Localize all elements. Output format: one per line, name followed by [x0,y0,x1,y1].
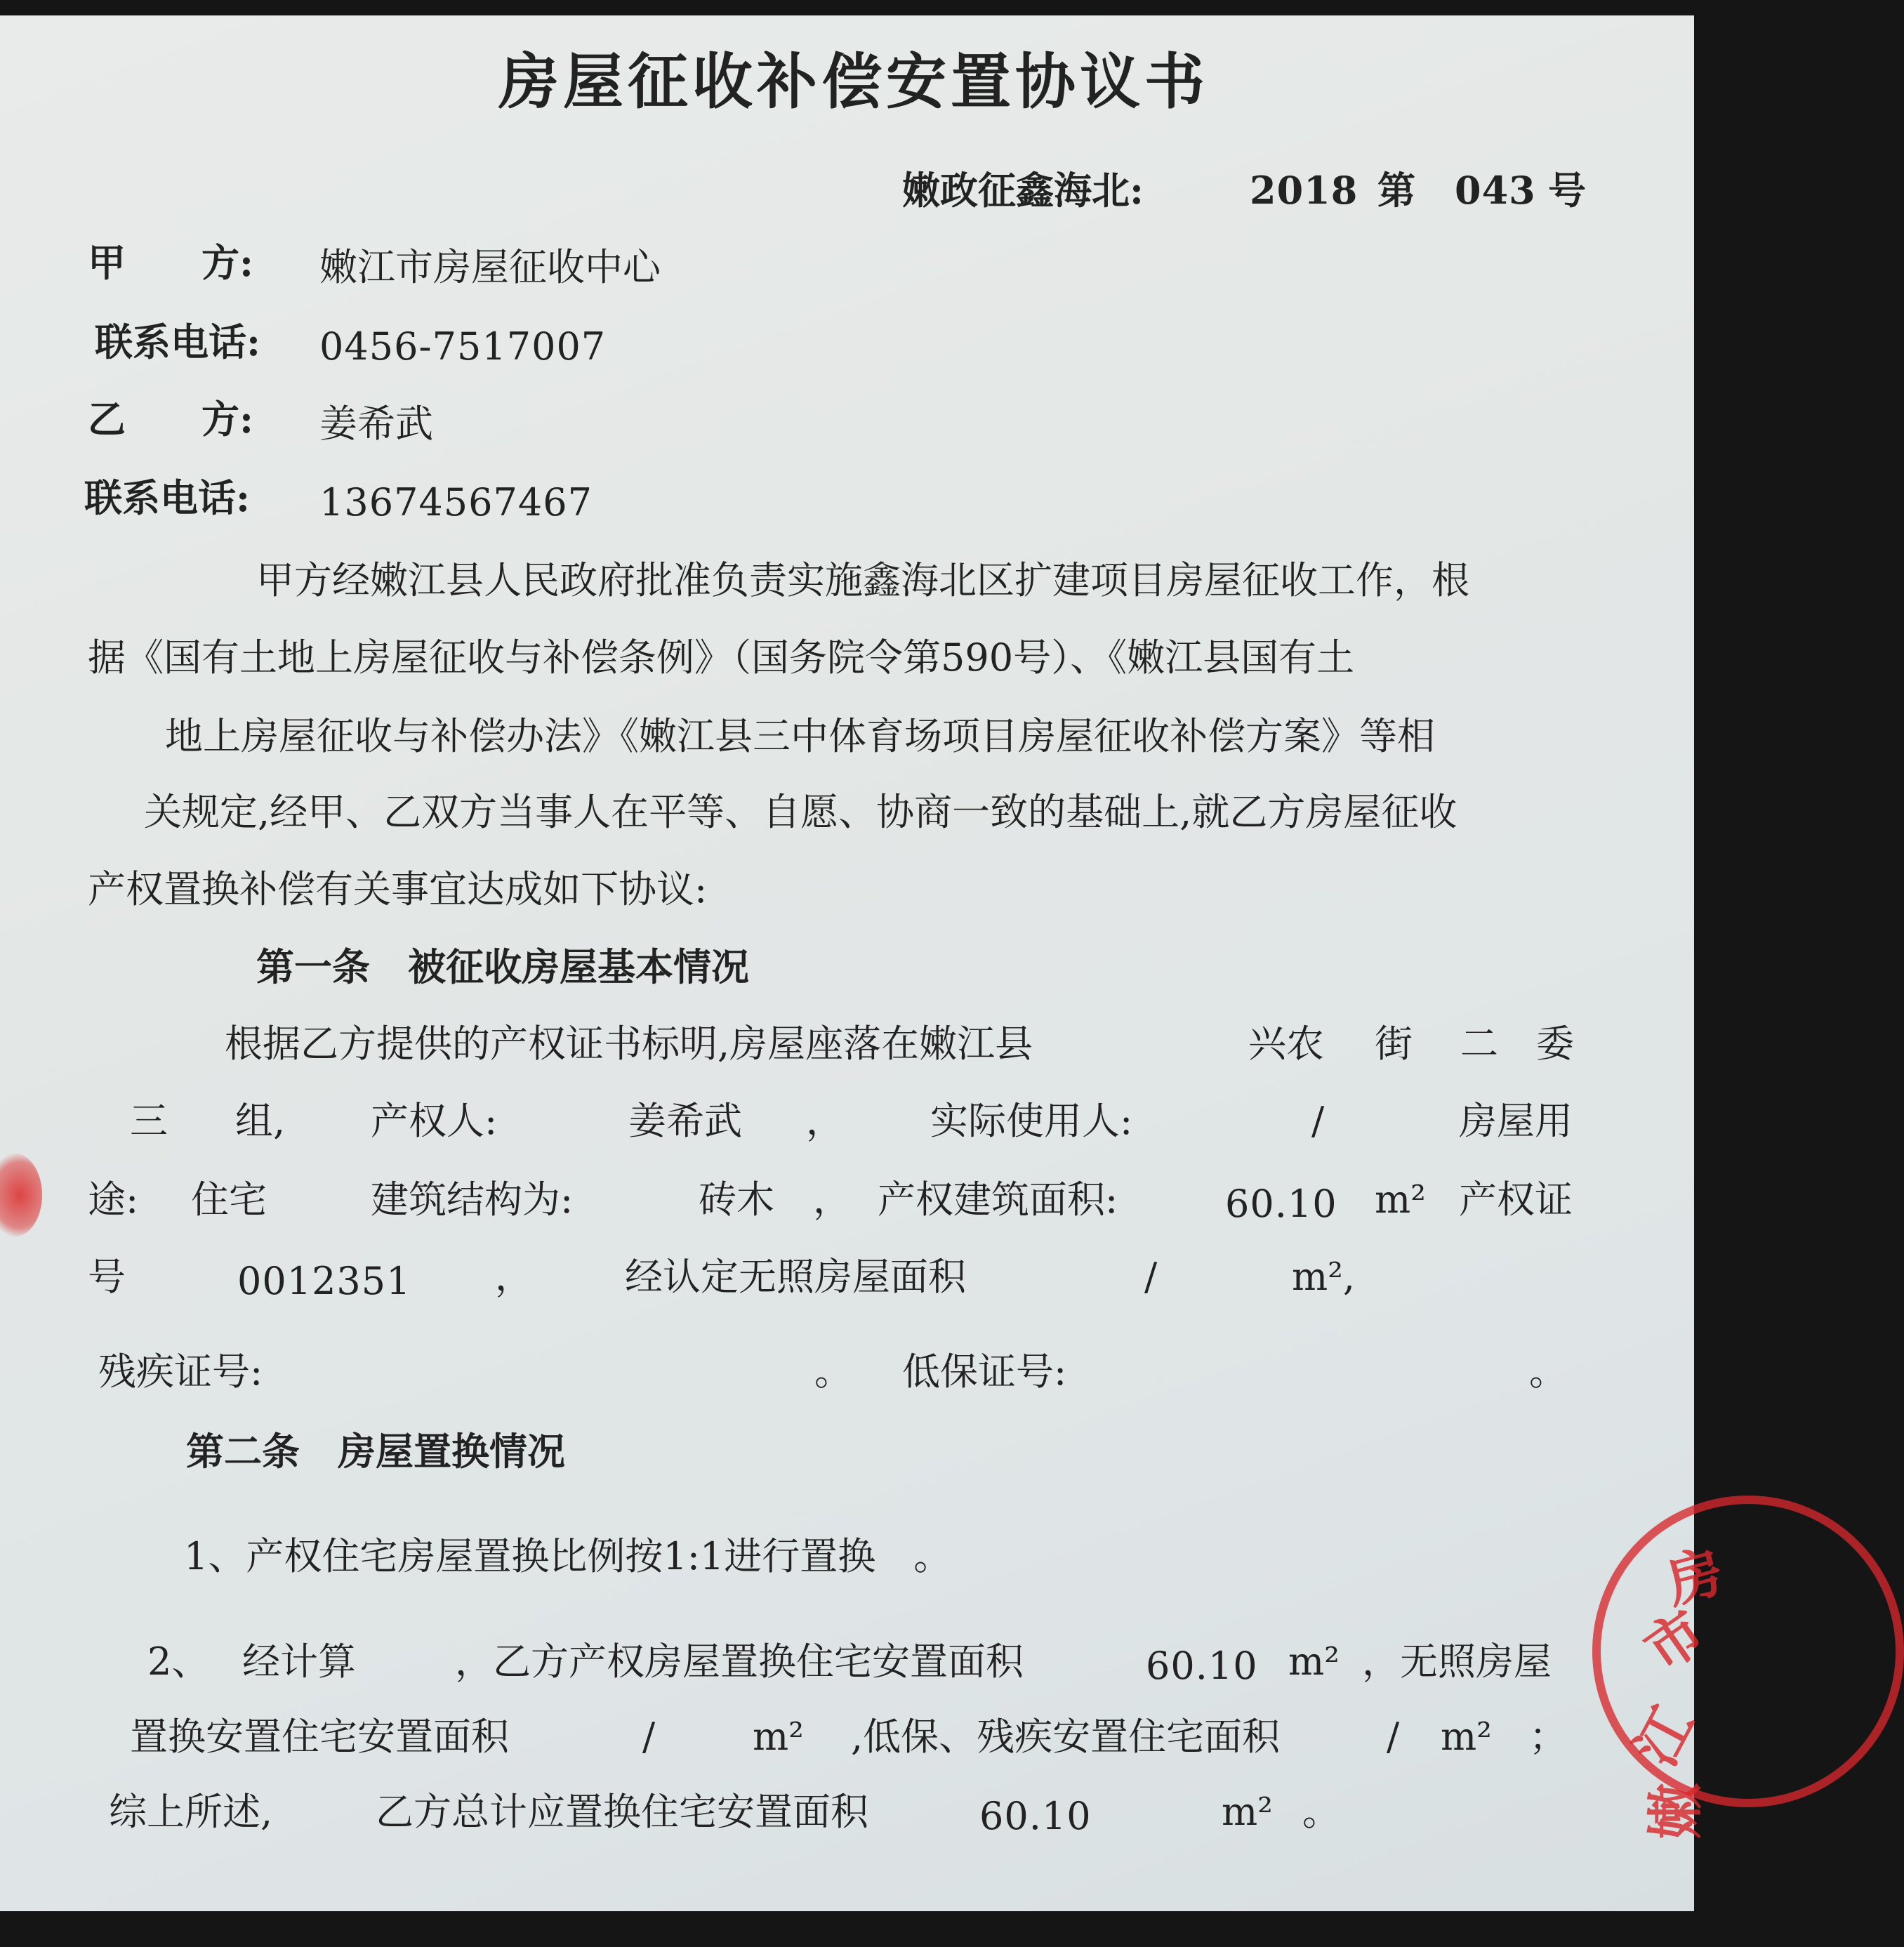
a1-disability-label: 残疾证号: [98,1349,263,1394]
a2-item-2-text: ，乙方产权房屋置换住宅安置面积 [455,1639,1024,1684]
a1-use-value: 住宅 [191,1177,267,1222]
a2-item-2-area: 60.10 [1146,1644,1258,1688]
phone-b-label: 联系电话: [84,475,250,520]
a2-item-3-text: ,低保、残疾安置住宅面积 [851,1715,1281,1759]
a1-cert-value: 0012351 [237,1259,411,1303]
a2-item-3-unit: m² [753,1715,804,1759]
a2-item-4-label: 综上所述, [109,1790,273,1834]
party-b-label: 乙 方: [88,397,253,442]
a2-item-3-unit-2: m² [1441,1715,1492,1759]
a1-nolic-label: 经认定无照房屋面积 [625,1255,966,1299]
a1-row3-comma: ， [813,1177,851,1222]
preamble-line-4: 关规定,经甲、乙双方当事人在平等、自愿、协商一致的基础上,就乙方房屋征收 [144,790,1457,834]
a1-row2-comma: ， [806,1099,844,1143]
a1-user-value: / [1311,1099,1325,1143]
article-2-heading: 第二条 房屋置换情况 [186,1429,565,1474]
a2-item-4-unit: m² [1222,1790,1273,1834]
doc-number-di: 第 [1377,168,1415,213]
doc-number-year: 2018 [1250,168,1358,213]
a1-row2-zu: 组, [235,1099,286,1143]
a1-row1-text: 根据乙方提供的产权证书标明,房屋座落在嫩江县 [225,1022,1033,1066]
preamble-line-3: 地上房屋征收与补偿办法》《嫩江县三中体育场项目房屋征收补偿方案》等相 [165,714,1435,758]
a1-owner-label: 产权人: [371,1099,498,1143]
phone-b-value: 13674567467 [319,480,593,524]
stamp-char-4: 嫩 [1643,1783,1709,1840]
a2-item-3-value: / [642,1715,656,1759]
a2-item-3-semicolon: ； [1529,1715,1567,1759]
a1-nolic-value: / [1144,1255,1158,1299]
a1-row1-street: 兴农 [1248,1022,1324,1066]
a2-item-4-text: 乙方总计应置换住宅安置面积 [376,1790,868,1834]
phone-a-label: 联系电话: [95,319,260,364]
a1-cert-label: 产权证 [1459,1177,1573,1222]
a1-struct-value: 砖木 [699,1177,774,1222]
a2-item-2-num: 2、 [147,1639,210,1684]
document-page [0,15,1731,1911]
a1-disability-dot: 。 [814,1349,852,1394]
a1-nolic-unit: m², [1292,1255,1356,1299]
a1-struct-label: 建筑结构为: [371,1177,574,1222]
party-a-value: 嫩江市房屋征收中心 [319,245,661,289]
a1-user-label: 实际使用人: [930,1099,1133,1143]
a1-row2-san: 三 [130,1099,168,1143]
a2-item-2-tail: ，无照房屋 [1362,1639,1552,1684]
a2-item-3-value-2: / [1387,1715,1400,1759]
a2-item-2-unit: m² [1288,1639,1340,1684]
party-a-label: 甲 方: [88,240,253,285]
a1-owner-value: 姜希武 [628,1099,742,1143]
stamp-char-1: 江 [1622,1696,1707,1776]
a1-row1-wei: 二 委 [1460,1022,1574,1066]
left-seal-mark [0,1153,42,1237]
a1-use-label: 房屋用 [1459,1099,1573,1143]
a1-lowincome-label: 低保证号: [902,1349,1067,1394]
stamp-char-3: 房 [1659,1538,1731,1616]
a1-area-unit: m² [1375,1177,1426,1222]
preamble-line-5: 产权置换补偿有关事宜达成如下协议: [88,867,708,911]
a2-item-4-area: 60.10 [979,1794,1092,1838]
a1-row4-comma: ， [495,1255,533,1299]
a1-lowincome-dot: 。 [1529,1349,1567,1394]
a1-row3-tu: 途: [88,1177,139,1222]
a1-area-label: 产权建筑面积: [878,1177,1118,1222]
a1-row4-hao: 号 [88,1255,126,1299]
doc-number-prefix: 嫩政征鑫海北: [902,168,1144,213]
party-b-value: 姜希武 [319,402,433,446]
official-stamp [1592,1496,1904,1807]
doc-number-value: 043 [1455,168,1536,213]
stamp-char-2: 市 [1633,1598,1717,1684]
a2-item-2-calc: 经计算 [242,1639,356,1684]
a1-area-value: 60.10 [1225,1182,1337,1226]
a2-item-1: 1、产权住宅房屋置换比例按1:1进行置换 。 [184,1534,952,1578]
article-1-heading: 第一条 被征收房屋基本情况 [256,944,749,989]
document-title: 房屋征收补偿安置协议书 [498,46,1209,117]
doc-number-hao: 号 [1548,168,1586,213]
a2-item-4-dot: 。 [1302,1790,1340,1834]
a2-item-3-label: 置换安置住宅安置面积 [130,1715,509,1759]
preamble-line-2: 据《国有土地上房屋征收与补偿条例》（国务院令第590号）、《嫩江县国有土 [88,635,1355,680]
preamble-line-1: 甲方经嫩江县人民政府批准负责实施鑫海北区扩建项目房屋征收工作，根 [256,558,1469,602]
a1-row1-jie: 街 [1375,1022,1413,1066]
phone-a-value: 0456-7517007 [319,324,607,369]
